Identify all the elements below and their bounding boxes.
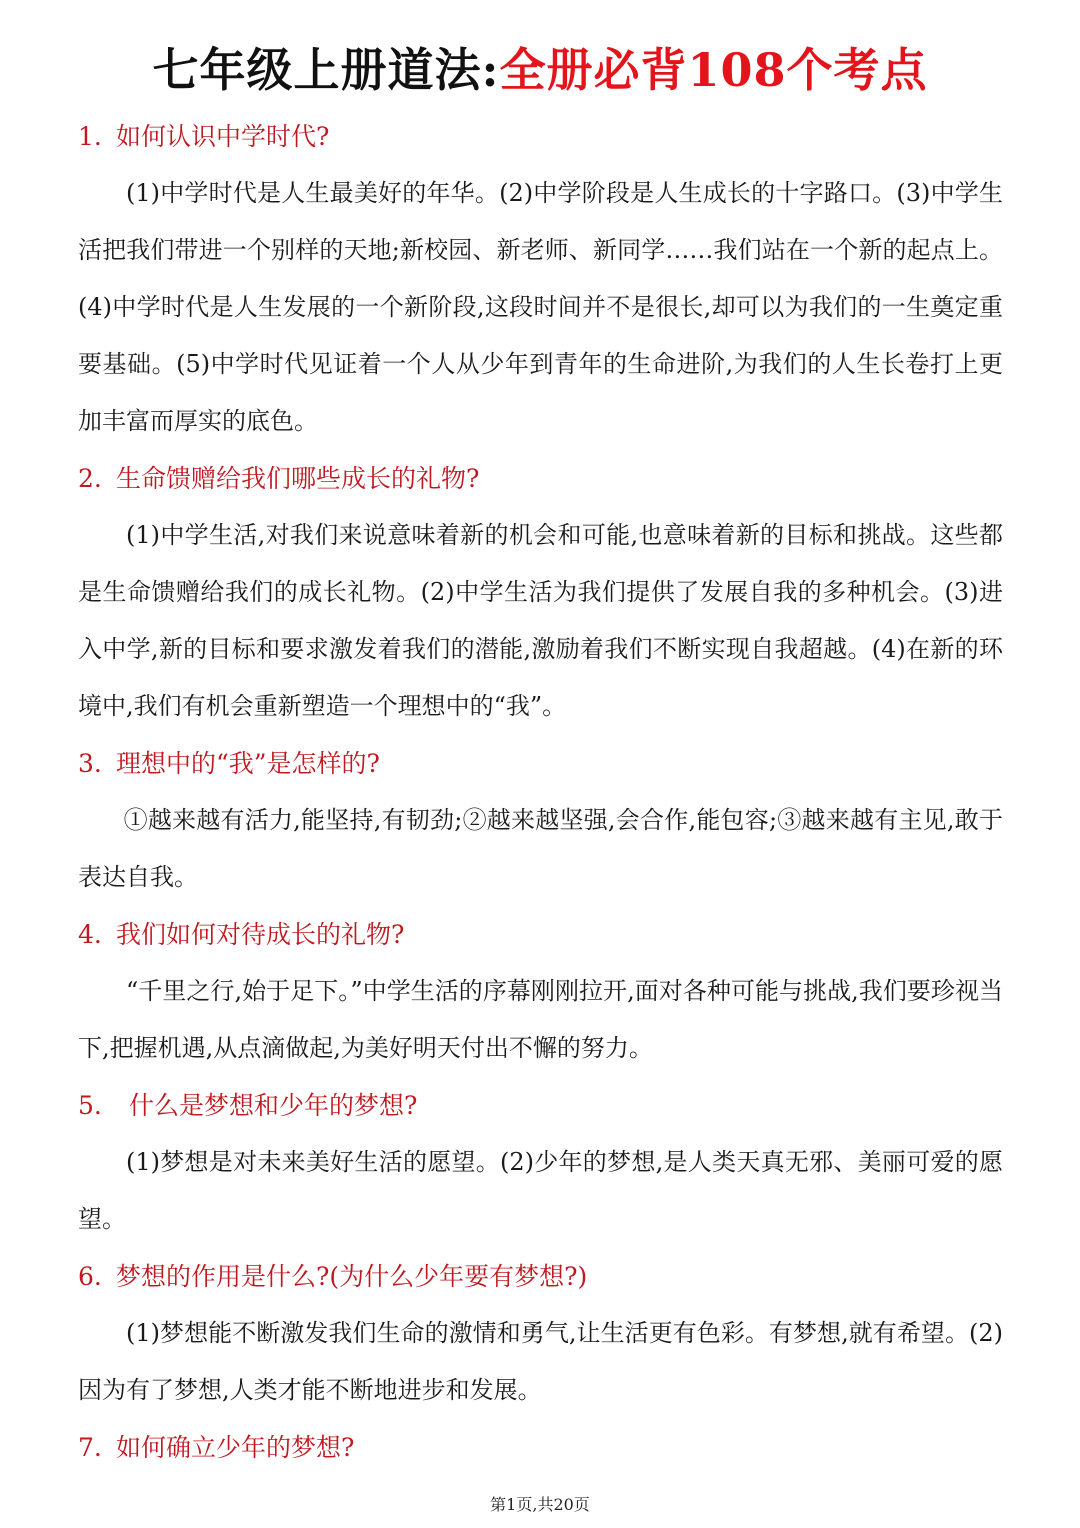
question-heading-1 [78,108,1003,165]
question-text: 我们如何对待成长的礼物? [116,920,405,949]
question-text: 生命馈赠给我们哪些成长的礼物? [116,464,480,493]
question-text: 理想中的“我”是怎样的? [116,749,380,778]
question-text: 梦想的作用是什么?(为什么少年要有梦想?) [116,1262,588,1291]
question-heading-2 [78,450,1003,507]
question-number: 6. [78,1262,102,1291]
answer-paragraph-6: (1)梦想能不断激发我们生命的激情和勇气,让生活更有色彩。有梦想,就有希望。(2)因为有了梦想,人类才能不断地进步和发展。 [78,1319,1003,1404]
page-title-prefix: 七年级上册道法: [152,43,500,97]
question-heading-5 [78,1077,1003,1134]
answer-paragraph-3: ①越来越有活力,能坚持,有韧劲;②越来越坚强,会合作,能包容;③越来越有主见,敢于表达自我。 [78,806,1003,891]
question-number: 5. [78,1091,102,1120]
question-number: 1. [78,122,102,151]
question-number: 4. [78,920,102,949]
question-text: 如何确立少年的梦想? [116,1433,355,1462]
answer-paragraph-1: (1)中学时代是人生最美好的年华。(2)中学阶段是人生成长的十字路口。(3)中学生活把我们带进一个别样的天地;新校园、新老师、新同学……我们站在一个新的起点上。(4)中学时代是人生发展的一个新阶段,这段时间并不是很长,却可以为我们的一生奠定重要基础。(5)中学时代见证着一个人从少年到青年的生命进阶,为我们的人生长卷打上更加丰富而厚实的底色。 [78,179,1003,435]
question-heading-6 [78,1248,1003,1305]
question-heading-3 [78,735,1003,792]
answer-paragraph-2: (1)中学生活,对我们来说意味着新的机会和可能,也意味着新的目标和挑战。这些都是生命馈赠给我们的成长礼物。(2)中学生活为我们提供了发展自我的多种机会。(3)进入中学,新的目标和要求激发着我们的潜能,激励着我们不断实现自我超越。(4)在新的环境中,我们有机会重新塑造一个理想中的“我”。 [78,521,1003,720]
question-text: 什么是梦想和少年的梦想? [129,1091,418,1120]
question-heading-4 [78,906,1003,963]
question-text: 如何认识中学时代? [116,122,330,151]
page-footer: 第1页,共20页 [490,1495,590,1514]
question-number: 2. [78,464,102,493]
question-heading-7 [78,1419,1003,1476]
question-number: 7. [78,1433,102,1462]
answer-paragraph-5: (1)梦想是对未来美好生活的愿望。(2)少年的梦想,是人类天真无邪、美丽可爱的愿望。 [78,1148,1003,1233]
qa-list [78,108,1003,1476]
question-number: 3. [78,749,102,778]
page-title-highlight: 全册必背108个考点 [499,43,928,97]
answer-paragraph-4: “千里之行,始于足下。”中学生活的序幕刚刚拉开,面对各种可能与挑战,我们要珍视当下,把握机遇,从点滴做起,为美好明天付出不懈的努力。 [78,977,1003,1062]
page-title [0,38,1080,102]
